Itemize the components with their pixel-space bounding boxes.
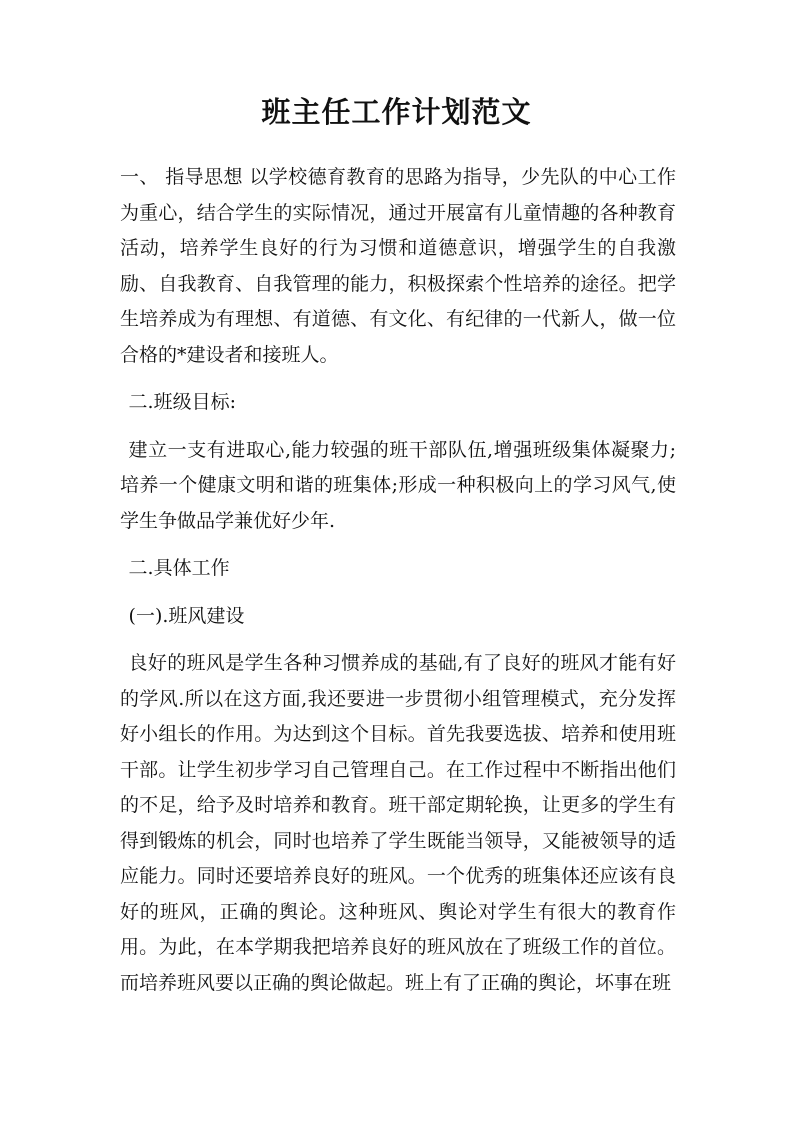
- document-title: 班主任工作计划范文: [261, 95, 532, 129]
- heading-class-atmosphere: (一).班风建设: [128, 604, 245, 627]
- document-body: [120, 160, 676, 1013]
- heading-specific-work: 二.具体工作: [128, 557, 230, 579]
- paragraph-class-goals: 建立一支有进取心,能力较强的班干部队伍,增强班级集体凝聚力;培养一个健康文明和谐的班集体;形成一种积极向上的学习风气,使学生争做品学兼优好少年.: [120, 438, 676, 532]
- paragraph-class-atmosphere: 良好的班风是学生各种习惯养成的基础,有了良好的班风才能有好的学风.所以在这方面,我还要进一步贯彻小组管理模式，充分发挥好小组长的作用。为达到这个目标。首先我要选拔、培养和使用班干部。让学生初步学习自己管理自己。在工作过程中不断指出他们的不足，给予及时培养和教育。班干部定期轮换，让更多的学生有得到锻炼的机会，同时也培养了学生既能当领导，又能被领导的适应能力。同时还要培养良好的班风。一个优秀的班集体还应该有良好的班风，正确的舆论。这种班风、舆论对学生有很大的教育作用。为此，在本学期我把培养良好的班风放在了班级工作的首位。而培养班风要以正确的舆论做起。班上有了正确的舆论，坏事在班: [120, 652, 676, 994]
- heading-class-goals: 二.班级目标:: [128, 391, 236, 413]
- paragraph-guiding-ideology: 一、 指导思想 以学校德育教育的思路为指导，少先队的中心工作为重心，结合学生的实际情况，通过开展富有儿童情趣的各种教育活动，培养学生良好的行为习惯和道德意识，增强学生的自我激励、自我教育、自我管理的能力，积极探索个性培养的途径。把学生培养成为有理想、有道德、有文化、有纪律的一代新人，做一位合格的*建设者和接班人。: [120, 166, 676, 366]
